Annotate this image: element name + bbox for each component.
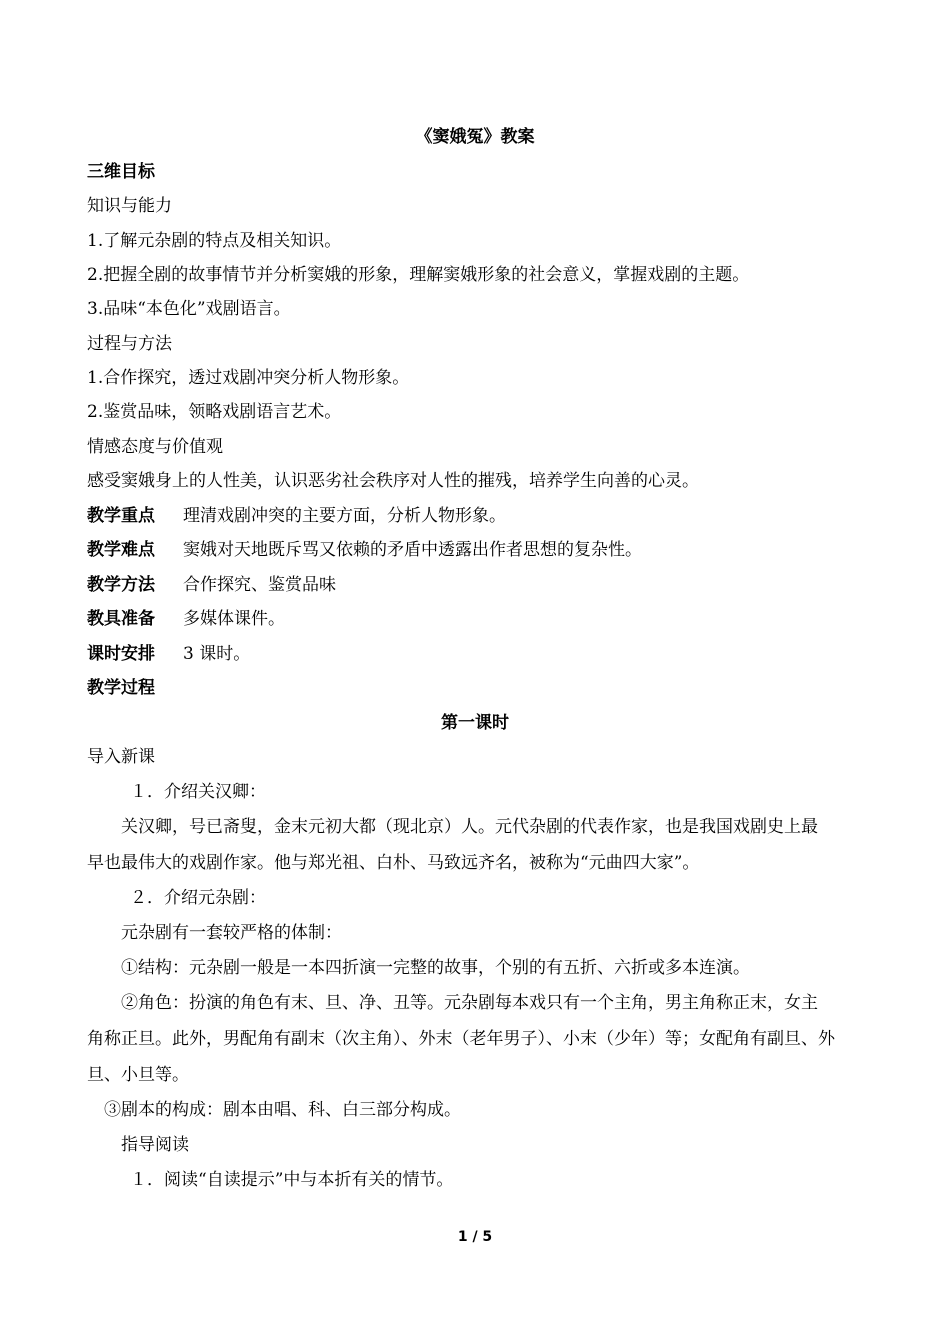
key-point-label: 教具准备: [87, 609, 155, 629]
knowledge-item: 2.把握全剧的故事情节并分析窦娥的形象，理解窦娥形象的社会意义，掌握戏剧的主题。: [87, 265, 750, 285]
script-parts-paragraph: ③剧本的构成：剧本由唱、科、白三部分构成。: [104, 1100, 461, 1120]
key-point-value: 理清戏剧冲突的主要方面，分析人物形象。: [183, 506, 506, 526]
key-point-value: 3 课时。: [183, 644, 251, 664]
key-point-label: 课时安排: [87, 644, 155, 664]
knowledge-item: 3.品味“本色化”戏剧语言。: [87, 299, 291, 319]
roles-paragraph: 旦、小旦等。: [87, 1065, 189, 1085]
key-point-value: 多媒体课件。: [183, 609, 285, 629]
process-item: 1.合作探究，透过戏剧冲突分析人物形象。: [87, 368, 410, 388]
document-title: 《窦娥冤》教案: [415, 127, 535, 147]
guide-heading: 指导阅读: [121, 1135, 189, 1155]
roles-paragraph: 角称正旦。此外，男配角有副末（次主角）、外末（老年男子）、小末（少年）等；女配角有副旦、外: [87, 1029, 835, 1049]
process-item: 2.鉴赏品味，领略戏剧语言艺术。: [87, 402, 342, 422]
key-point-label: 教学重点: [87, 506, 155, 526]
key-point-label: 教学难点: [87, 540, 155, 560]
key-point-row: [87, 573, 868, 597]
knowledge-item: 1.了解元杂剧的特点及相关知识。: [87, 231, 342, 251]
intro-paragraph: 关汉卿，号已斋叟，金末元初大都（现北京）人。元代杂剧的代表作家，也是我国戏剧史上最: [121, 817, 818, 837]
intro-item: ２．介绍元杂剧：: [130, 888, 266, 908]
key-point-row: [87, 607, 868, 631]
emotion-text: 感受窦娥身上的人性美，认识恶劣社会秩序对人性的摧残，培养学生向善的心灵。: [87, 471, 699, 491]
page-number: 1 / 5: [457, 1229, 493, 1245]
section-goals-heading: 三维目标: [87, 162, 155, 182]
guide-item: １．阅读“自读提示”中与本折有关的情节。: [130, 1170, 454, 1190]
process-heading: 过程与方法: [87, 334, 172, 354]
key-point-row: [87, 642, 868, 666]
knowledge-heading: 知识与能力: [87, 196, 172, 216]
key-point-label: 教学方法: [87, 575, 155, 595]
key-point-row: [87, 504, 868, 528]
intro-paragraph: 早也最伟大的戏剧作家。他与郑光祖、白朴、马致远齐名，被称为“元曲四大家”。: [87, 853, 700, 873]
roles-paragraph: ②角色：扮演的角色有末、旦、净、丑等。元杂剧每本戏只有一个主角，男主角称正末，女主: [121, 993, 818, 1013]
lesson-title: 第一课时: [441, 713, 509, 733]
key-point-value: 合作探究、鉴赏品味: [183, 575, 336, 595]
intro-heading: 导入新课: [87, 747, 155, 767]
emotion-heading: 情感态度与价值观: [87, 437, 223, 457]
structure-paragraph: ①结构：元杂剧一般是一本四折演一完整的故事，个别的有五折、六折或多本连演。: [121, 958, 750, 978]
key-point-value: 窦娥对天地既斥骂又依赖的矛盾中透露出作者思想的复杂性。: [183, 540, 642, 560]
process-title: 教学过程: [87, 678, 155, 698]
intro-paragraph: 元杂剧有一套较严格的体制：: [121, 923, 342, 943]
intro-item: １．介绍关汉卿：: [130, 782, 266, 802]
key-point-row: [87, 538, 868, 562]
